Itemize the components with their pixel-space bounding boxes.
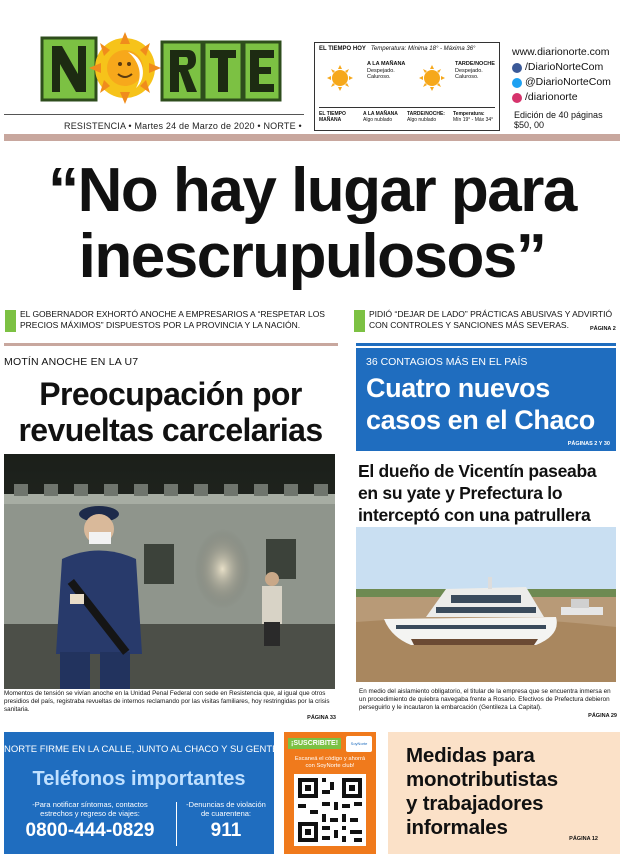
masthead-thin-rule (4, 114, 304, 115)
phones-left-number[interactable]: 0800-444-0829 (25, 820, 155, 841)
edition-info: Edición de 40 páginas $50, 00 (514, 110, 603, 130)
subscribe-text: Escaneá el código y ahorrá con SoyNorte club! (294, 756, 366, 769)
lead-subhead-right: PIDIÓ “DEJAR DE LADO” PRÁCTICAS ABUSIVAS Y ADVIRTIÓ CON CONTROLES Y SANCIONES MÁS SEVERAS. (369, 309, 613, 330)
website-link[interactable]: www.diarionorte.com (512, 46, 610, 58)
phones-right-label: -Denuncias de violación de cuarentena: (186, 800, 266, 818)
weather-divider (319, 107, 495, 108)
norte-logo (40, 30, 282, 106)
sun-logo-icon (89, 32, 161, 104)
vicentin-headline: El dueño de Vicentín paseaba en su yate y Prefectura lo interceptó con una patrullera (358, 461, 597, 525)
subhead-marker (5, 310, 16, 332)
instagram-icon (512, 93, 522, 103)
yacht-image (356, 527, 616, 682)
subscribe-button[interactable]: ¡SUSCRIBITE! (288, 738, 341, 749)
lead-page-ref: PÁGINA 2 (590, 326, 616, 332)
weather-tomorrow-temp: Temperatura: Mín 19° - Máx 34° (453, 111, 494, 123)
story-left-caption: Momentos de tensión se vivían anoche en la Unidad Penal Federal con sede en Resistencia que, al igual que otros presidios del país, registraba revueltas de internos reclamando por las visitas familiares, hoy restringidas por la crisis sanitaria. PÁGINA 33 (4, 690, 336, 721)
covid-kicker: 36 CONTAGIOS MÁS EN EL PAÍS (366, 356, 528, 368)
sun-icon (419, 65, 445, 91)
norte-logo-graphic (40, 30, 282, 106)
covid-page-ref: PÁGINAS 2 Y 30 (567, 441, 610, 447)
weather-tomorrow-evening: TARDE/NOCHE: Algo nublado (407, 111, 445, 123)
vicentin-caption: En medio del aislamiento obligatorio, el titular de la empresa que se encuentra inmersa en un procedimiento de quiebra navegaba frente a Rosario. Efectivos de Prefectura debieron perseguirlo y le incautaron la embarcación (Gentileza La Capital). PÁGINA 29 (359, 688, 617, 719)
weather-tomorrow-title: EL TIEMPO MAÑANA (319, 111, 346, 123)
prison-guard-image (4, 454, 335, 689)
contacts-block (512, 45, 622, 105)
facebook-icon (512, 63, 522, 73)
subscribe-box[interactable] (284, 732, 376, 854)
weather-temperature: Temperatura: Mínima 18° - Máxima 36° (370, 46, 476, 52)
lead-subhead-left: EL GOBERNADOR EXHORTÓ ANOCHE A EMPRESARIOS A “RESPETAR LOS PRECIOS MÁXIMOS” DISPUESTOS POR LA PROVINCIA Y LA NACIÓN. (20, 309, 325, 330)
story-left-headline: Preocupación por revueltas carcelarias (18, 376, 323, 448)
prison-photo (4, 454, 335, 689)
weather-box (314, 42, 500, 131)
twitter-link[interactable]: @DiarioNorteCom (512, 75, 622, 90)
story-left-page-ref: PÁGINA 33 (307, 715, 336, 721)
story-left-kicker: MOTÍN ANOCHE EN LA U7 (4, 356, 139, 368)
subhead-marker (354, 310, 365, 332)
covid-cases-box (356, 348, 616, 451)
weather-tomorrow-morning: A LA MAÑANA Algo nublado (363, 111, 398, 123)
section-rule (4, 343, 338, 346)
facebook-link[interactable]: /DiarioNorteCom (512, 60, 622, 75)
dateline: RESISTENCIA • Martes 24 de Marzo de 2020 • NORTE • (64, 121, 302, 131)
phones-right-number[interactable]: 911 (210, 820, 242, 841)
monotributo-page-ref: PÁGINA 12 (569, 836, 598, 842)
vicentin-page-ref: PÁGINA 29 (588, 713, 617, 719)
phones-title: Teléfonos importantes (32, 768, 246, 790)
qr-code-icon[interactable] (294, 774, 366, 846)
weather-afternoon: TARDE/NOCHE Despejado. Caluroso. (455, 61, 495, 80)
weather-morning: A LA MAÑANA Despejado. Caluroso. (367, 61, 406, 80)
yacht-photo (356, 527, 616, 682)
phones-box (4, 732, 279, 854)
phones-divider (176, 802, 177, 846)
phones-banner: NORTE FIRME EN LA CALLE, JUNTO AL CHACO Y SU GENTE (4, 744, 279, 755)
monotributo-box (388, 732, 620, 854)
main-headline: “No hay lugar para inescrupulosos” (48, 156, 576, 291)
weather-header (319, 46, 475, 52)
sun-icon (327, 65, 353, 91)
section-rule (356, 343, 616, 346)
monotributo-headline: Medidas para monotributistas y trabajadores informales (406, 744, 558, 839)
phones-left-label: -Para notificar síntomas, contactos estrechos y regreso de viajes: (32, 800, 148, 818)
masthead-rule (4, 134, 620, 141)
instagram-link[interactable]: /diarionorte (512, 90, 622, 105)
weather-title: EL TIEMPO HOY (319, 46, 366, 52)
covid-headline: Cuatro nuevos casos en el Chaco (366, 373, 595, 435)
soynorte-card: SoyNorte (346, 736, 372, 752)
twitter-icon (512, 78, 522, 88)
